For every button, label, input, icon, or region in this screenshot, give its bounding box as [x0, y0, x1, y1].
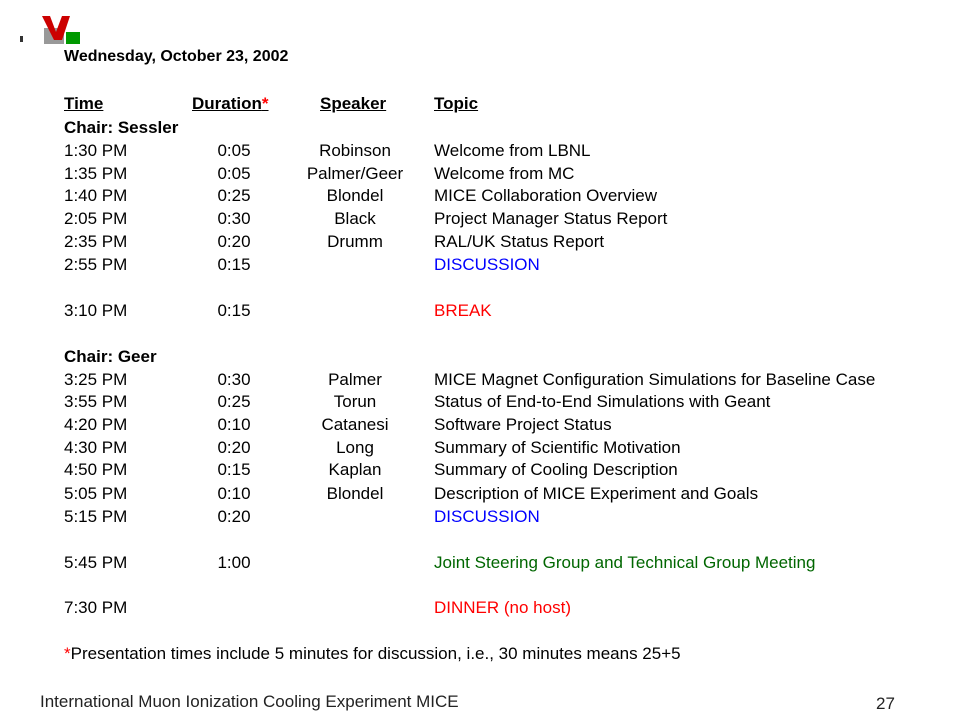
agenda-row	[0, 370, 960, 392]
row-speaker: Blondel	[326, 186, 384, 205]
row-duration: 0:30	[217, 370, 251, 389]
row-speaker: Palmer	[328, 370, 382, 389]
footer-title: International Muon Ionization Cooling Experiment MICE	[40, 692, 459, 711]
row-time: 5:05 PM	[64, 484, 128, 503]
agenda-row	[0, 164, 960, 186]
row-duration: 0:20	[217, 232, 251, 251]
footnote-mark: *	[64, 644, 71, 663]
agenda-row	[0, 301, 960, 323]
row-duration: 0:25	[217, 186, 251, 205]
row-duration: 0:25	[217, 392, 251, 411]
agenda-row	[0, 438, 960, 460]
row-topic: MICE Collaboration Overview	[434, 186, 657, 205]
footnote	[64, 644, 681, 664]
row-time: 3:55 PM	[64, 392, 128, 411]
row-topic: Status of End-to-End Simulations with Geant	[434, 392, 771, 411]
row-duration: 0:15	[217, 301, 251, 320]
row-topic: Welcome from LBNL	[434, 141, 591, 160]
agenda-row	[0, 392, 960, 414]
row-topic: Project Manager Status Report	[434, 209, 668, 228]
row-speaker: Drumm	[327, 232, 383, 251]
row-duration: 0:10	[217, 484, 251, 503]
row-speaker: Robinson	[319, 141, 391, 160]
chair-label: Chair: Sessler	[64, 118, 179, 137]
agenda-row	[0, 460, 960, 482]
agenda-row	[0, 415, 960, 437]
chair-label: Chair: Geer	[64, 347, 157, 366]
row-speaker: Kaplan	[328, 460, 382, 479]
row-duration: 0:05	[217, 164, 251, 183]
row-duration: 0:30	[217, 209, 251, 228]
row-time: 3:25 PM	[64, 370, 128, 389]
row-time: 2:05 PM	[64, 209, 128, 228]
row-topic: Joint Steering Group and Technical Group Meeting	[434, 553, 816, 572]
row-speaker: Black	[334, 209, 376, 228]
agenda-date: Wednesday, October 23, 2002	[64, 48, 289, 65]
row-topic: DISCUSSION	[434, 255, 540, 274]
row-time: 5:45 PM	[64, 553, 128, 572]
row-topic: BREAK	[434, 301, 492, 320]
row-duration: 0:20	[217, 438, 251, 457]
row-time: 1:35 PM	[64, 164, 128, 183]
row-time: 2:55 PM	[64, 255, 128, 274]
header-speaker: Speaker	[320, 94, 387, 113]
row-speaker: Torun	[333, 392, 377, 411]
row-time: 5:15 PM	[64, 507, 128, 526]
row-time: 2:35 PM	[64, 232, 128, 251]
row-duration: 0:15	[217, 460, 251, 479]
row-speaker: Blondel	[326, 484, 384, 503]
header-duration-label: Duration	[192, 94, 262, 113]
header-duration	[192, 94, 269, 114]
row-time: 1:40 PM	[64, 186, 128, 205]
row-time: 4:30 PM	[64, 438, 128, 457]
row-duration: 0:20	[217, 507, 251, 526]
row-time: 4:50 PM	[64, 460, 128, 479]
row-duration: 1:00	[217, 553, 251, 572]
header-duration-mark: *	[261, 94, 269, 113]
header-topic: Topic	[434, 94, 479, 113]
agenda-row	[0, 484, 960, 506]
row-topic: DISCUSSION	[434, 507, 540, 526]
agenda-row	[0, 209, 960, 231]
row-topic: Software Project Status	[434, 415, 612, 434]
row-time: 4:20 PM	[64, 415, 128, 434]
mice-logo-icon	[14, 10, 84, 50]
agenda-row	[0, 507, 960, 529]
header-time: Time	[64, 94, 104, 113]
row-speaker: Long	[336, 438, 374, 457]
agenda-row	[0, 232, 960, 254]
agenda-row	[0, 255, 960, 277]
row-topic: Summary of Scientific Motivation	[434, 438, 681, 457]
row-time: 1:30 PM	[64, 141, 128, 160]
row-topic: MICE Magnet Configuration Simulations for Baseline Case	[434, 370, 876, 389]
agenda-row	[0, 553, 960, 575]
row-time: 3:10 PM	[64, 301, 128, 320]
page-number: 27	[876, 694, 895, 713]
row-duration: 0:10	[217, 415, 251, 434]
row-speaker: Catanesi	[321, 415, 389, 434]
footnote-text: Presentation times include 5 minutes for discussion, i.e., 30 minutes means 25+5	[70, 644, 681, 663]
agenda-row	[0, 598, 960, 620]
row-speaker: Palmer/Geer	[306, 164, 404, 183]
row-topic: Description of MICE Experiment and Goals	[434, 484, 759, 503]
agenda-row	[0, 186, 960, 208]
row-topic: Welcome from MC	[434, 164, 575, 183]
row-duration: 0:15	[217, 255, 251, 274]
row-duration: 0:05	[217, 141, 251, 160]
row-time: 7:30 PM	[64, 598, 128, 617]
agenda-row	[0, 141, 960, 163]
row-topic: DINNER (no host)	[434, 598, 571, 617]
row-topic: Summary of Cooling Description	[434, 460, 678, 479]
row-topic: RAL/UK Status Report	[434, 232, 605, 251]
